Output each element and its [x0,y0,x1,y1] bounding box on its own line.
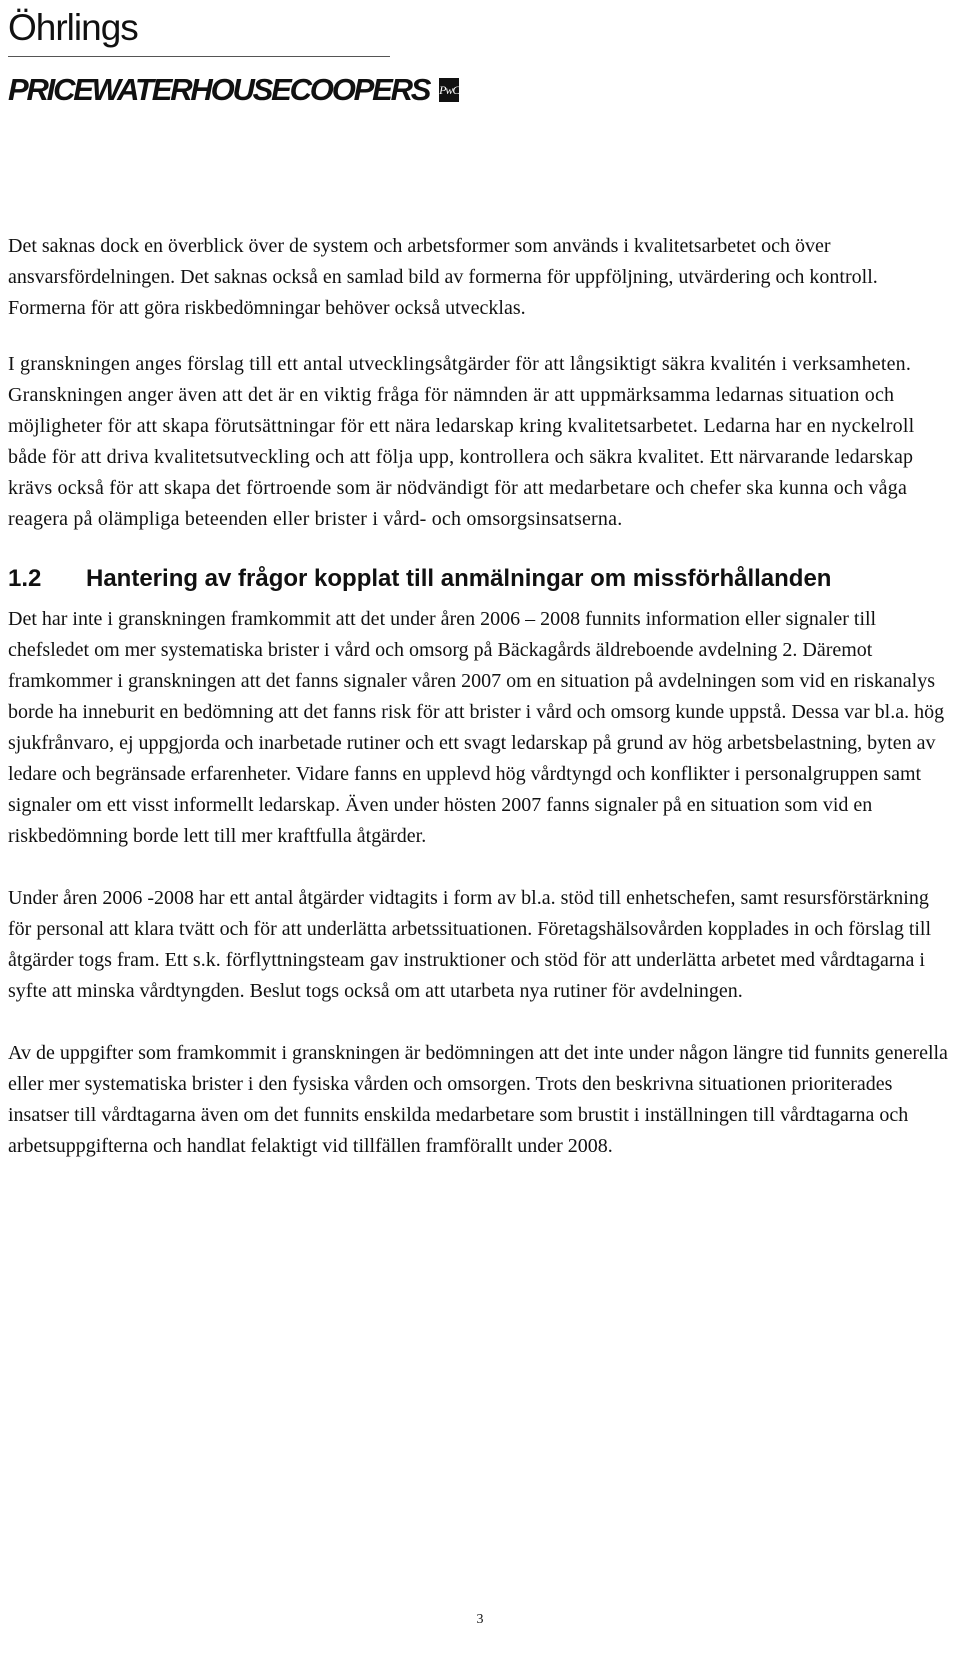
page-number: 3 [476,1612,484,1627]
logo-divider [8,56,390,57]
document-body [8,231,948,1162]
paragraph-assessment: Av de uppgifter som framkommit i granskningen är bedömningen att det inte under någon längre tid funnits generella eller mer systematiska brister i den fysiska vården och omsorgen. Trots den beskrivna situationen prioriterades insatser till vårdtagarna även om det funnits enskilda medarbetare som brustit i inställningen till vårdtagarna och arbetsuppgifterna och handlat felaktigt vid tillfällen framförallt under 2008. [8,1042,948,1157]
section-title: Hantering av frågor kopplat till anmälningar om missförhållanden [86,565,832,592]
paragraph-measures: Under åren 2006 -2008 har ett antal åtgärder vidtagits i form av bl.a. stöd till enhetschefen, samt resursförstärkning för personal att klara tvätt och för att underlätta arbetssituationen. Företagshälsovården kopplades in och förslag till åtgärder togs fram. Ett s.k. förflyttningsteam gav instruktioner och stöd för att underlätta arbetet med vårdtagarna i syfte att minska vårdtyngden. Beslut togs också om att utarbeta nya rutiner för avdelningen. [8,887,932,1002]
paragraph-proposals: I granskningen anges förslag till ett antal utvecklingsåtgärder för att långsiktigt säkra kvalitén i verksamheten. Granskningen anger även att det är en viktig fråga för nämnden är att uppmärksamma ledarnas situation och möjligheter för att skapa förutsättningar för ett nära ledarskap kring kvalitetsarbetet. Ledarna har en nyckelroll både för att driva kvalitetsutveckling och att följa upp, kontrollera och säkra kvalitet. Ett närvarande ledarskap krävs också för att skapa det förtroende som är nödvändigt för att medarbetare och chefer ska kunna och våga reagera på olämpliga beteenden eller brister i vård- och omsorgsinsatserna. [8,353,915,530]
company-logo [8,6,460,107]
paragraph-signals: Det har inte i granskningen framkommit att det under åren 2006 – 2008 funnits information eller signaler till chefsledet om mer systematiska brister i vård och omsorg på Bäckagårds äldreboende avdelning 2. Däremot framkommer i granskningen att det fanns signaler våren 2007 om en situation på avdelningen som vid en riskanalys borde ha inneburit en bedömning att det fanns risk för att brister i vård och omsorg kunde uppstå. Dessa var bl.a. hög sjukfrånvaro, ej uppgjorda och inarbetade rutiner och ett svagt ledarskap på grund av hög arbetsbelastning, byten av ledare och begränsade erfarenheter. Vidare fanns en upplevd hög vårdtyngd och konflikter i personalgruppen samt signaler om ett visst informellt ledarskap. Även under hösten 2007 fanns signaler på en situation som vid en riskbedömning borde lett till mer kraftfulla åtgärder. [8,608,945,847]
logo-brand-text: PRICEWATERHOUSECOOPERS [8,72,430,107]
logo-ohrlings-text: Öhrlings [8,7,138,48]
paragraph-overview: Det saknas dock en överblick över de system och arbetsformer som används i kvalitetsarbetet och över ansvarsfördelningen. Det saknas också en samlad bild av formerna för uppföljning, utvärdering och kontroll. Formerna för att göra riskbedömningar behöver också utvecklas. [8,235,878,319]
logo-mark-icon: PwC [439,78,459,102]
section-heading [8,563,948,594]
section-number: 1.2 [8,565,42,592]
logo-brand-row [8,72,460,107]
